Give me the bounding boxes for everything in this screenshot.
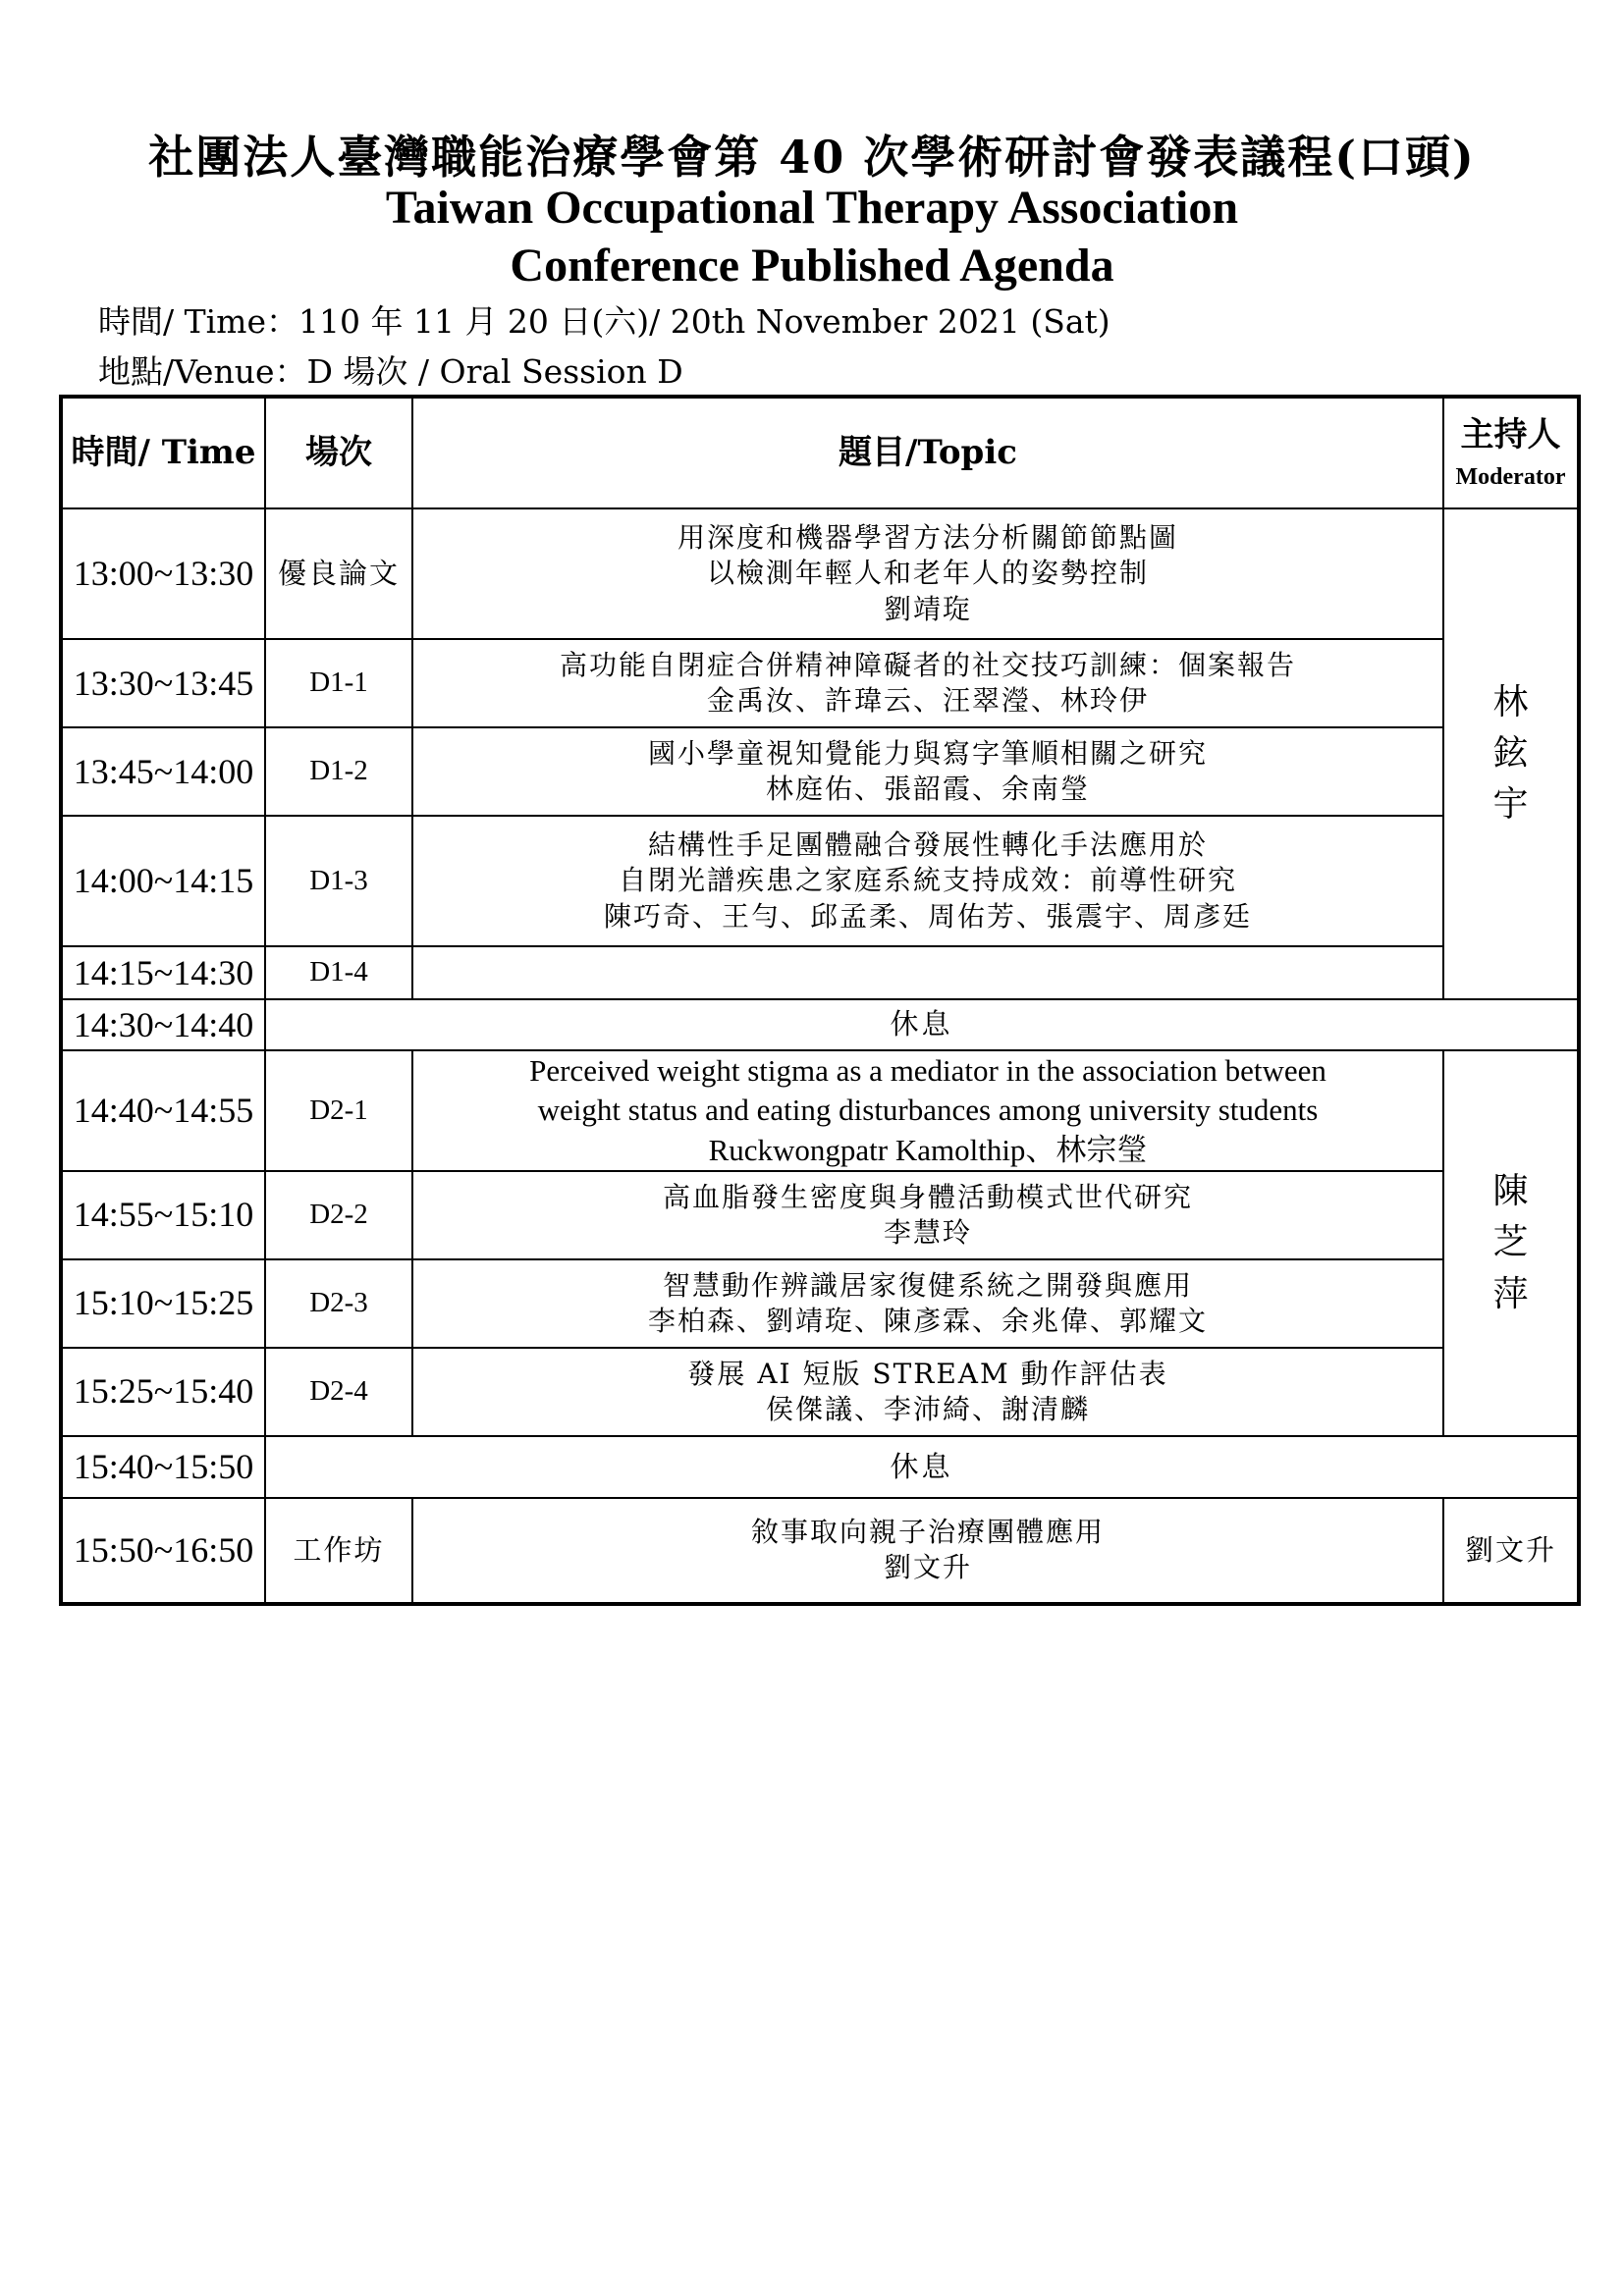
break-row [61,1436,1579,1498]
topic-line: weight status and eating disturbances among university students [537,1093,1319,1128]
row-session: D1-4 [265,946,412,999]
header-session: 場次 [265,397,412,508]
row-session: D1-3 [265,816,412,946]
topic-authors: 劉靖琁 [883,592,972,625]
row-time: 15:40~15:50 [61,1436,265,1498]
topic-line: Perceived weight stigma as a mediator in the association between [529,1053,1326,1088]
topic-authors: Ruckwongpatr Kamolthip、林宗瑩 [708,1132,1148,1167]
row-time: 14:40~14:55 [61,1050,265,1171]
row-time: 13:45~14:00 [61,727,265,816]
moderator-char: 林 [1492,681,1529,722]
topic-line: 自閉光譜疾患之家庭系統支持成效：前導性研究 [618,864,1237,897]
page-title-english-line-2: Conference Published Agenda [510,240,1114,292]
row-session: D1-1 [265,639,412,727]
row-time: 15:50~16:50 [61,1498,265,1604]
row-session: 工作坊 [265,1498,412,1604]
row-time: 14:15~14:30 [61,946,265,999]
row-session: D2-3 [265,1259,412,1348]
header-time: 時間/ Time [61,397,265,508]
moderator-group-2 [1443,1050,1579,1436]
topic-line: 高功能自閉症合併精神障礙者的社交技巧訓練：個案報告 [559,648,1296,681]
row-topic [412,1259,1443,1348]
time-line: 時間/ Time：110 年 11 月 20 日(六)/ 20th November 2021 (Sat) [98,302,1110,341]
moderator-group-1 [1443,508,1579,999]
row-topic [412,1348,1443,1436]
row-topic [412,1171,1443,1259]
header-row [61,397,1579,508]
topic-line: 智慧動作辨識居家復健系統之開發與應用 [662,1268,1193,1302]
break-label: 休息 [265,999,1579,1050]
table-row [61,1348,1579,1436]
page-title-chinese: 社團法人臺灣職能治療學會第 40 次學術研討會發表議程(口頭) [148,131,1476,184]
topic-line: 國小學童視知覺能力與寫字筆順相關之研究 [647,736,1208,770]
topic-authors: 李慧玲 [883,1215,972,1249]
topic-line: 高血脂發生密度與身體活動模式世代研究 [662,1180,1193,1213]
row-session: D1-2 [265,727,412,816]
row-topic [412,816,1443,946]
row-time: 14:00~14:15 [61,816,265,946]
topic-authors: 侯傑議、李沛綺、謝清麟 [765,1392,1090,1425]
venue-line: 地點/Venue：D 場次 / Oral Session D [98,352,683,391]
agenda-table [59,395,1581,1606]
moderator-char: 萍 [1492,1273,1529,1314]
topic-line: 發展 AI 短版 STREAM 動作評估表 [687,1357,1168,1390]
row-time: 14:30~14:40 [61,999,265,1050]
break-row [61,999,1579,1050]
header-topic: 題目/Topic [412,397,1443,508]
topic-line: 結構性手足團體融合發展性轉化手法應用於 [647,828,1208,861]
moderator-char: 宇 [1492,784,1529,826]
table-row [61,508,1579,639]
page-title-english-line-1: Taiwan Occupational Therapy Association [385,182,1239,234]
row-topic [412,508,1443,639]
topic-line: 用深度和機器學習方法分析關節節點圖 [677,520,1178,554]
row-time: 14:55~15:10 [61,1171,265,1259]
table-row [61,1498,1579,1604]
moderator-workshop: 劉文升 [1443,1498,1579,1604]
row-time: 15:10~15:25 [61,1259,265,1348]
row-time: 13:00~13:30 [61,508,265,639]
topic-line: 以檢測年輕人和老年人的姿勢控制 [706,557,1149,590]
row-time: 15:25~15:40 [61,1348,265,1436]
table-row [61,1050,1579,1171]
table-row [61,639,1579,727]
topic-line: 敘事取向親子治療團體應用 [750,1516,1105,1548]
table-row [61,816,1579,946]
row-topic [412,1050,1443,1171]
break-label: 休息 [265,1436,1579,1498]
topic-authors: 劉文升 [883,1551,972,1584]
topic-authors: 陳巧奇、王勻、邱孟柔、周佑芳、張震宇、周彥廷 [603,899,1252,933]
row-topic [412,1498,1443,1604]
moderator-char: 鉉 [1492,732,1529,774]
row-session: D2-4 [265,1348,412,1436]
row-topic [412,639,1443,727]
topic-authors: 林庭佑、張韶霞、余南瑩 [765,773,1090,805]
topic-authors: 金禹汝、許瑋云、汪翠瀅、林玲伊 [706,684,1149,717]
row-time: 13:30~13:45 [61,639,265,727]
moderator-char: 陳 [1492,1171,1529,1212]
table-row [61,1259,1579,1348]
header-moderator [1443,397,1579,508]
table-row [61,946,1579,999]
row-topic-empty [412,946,1443,999]
table-row [61,727,1579,816]
header-moderator-en: Moderator [1455,464,1566,490]
row-session: 優良論文 [265,508,412,639]
row-session: D2-1 [265,1050,412,1171]
moderator-char: 芝 [1492,1222,1529,1263]
row-topic [412,727,1443,816]
row-session: D2-2 [265,1171,412,1259]
topic-authors: 李柏森、劉靖琁、陳彥霖、余兆偉、郭耀文 [647,1304,1208,1337]
header-moderator-zh: 主持人 [1460,414,1561,454]
table-row [61,1171,1579,1259]
